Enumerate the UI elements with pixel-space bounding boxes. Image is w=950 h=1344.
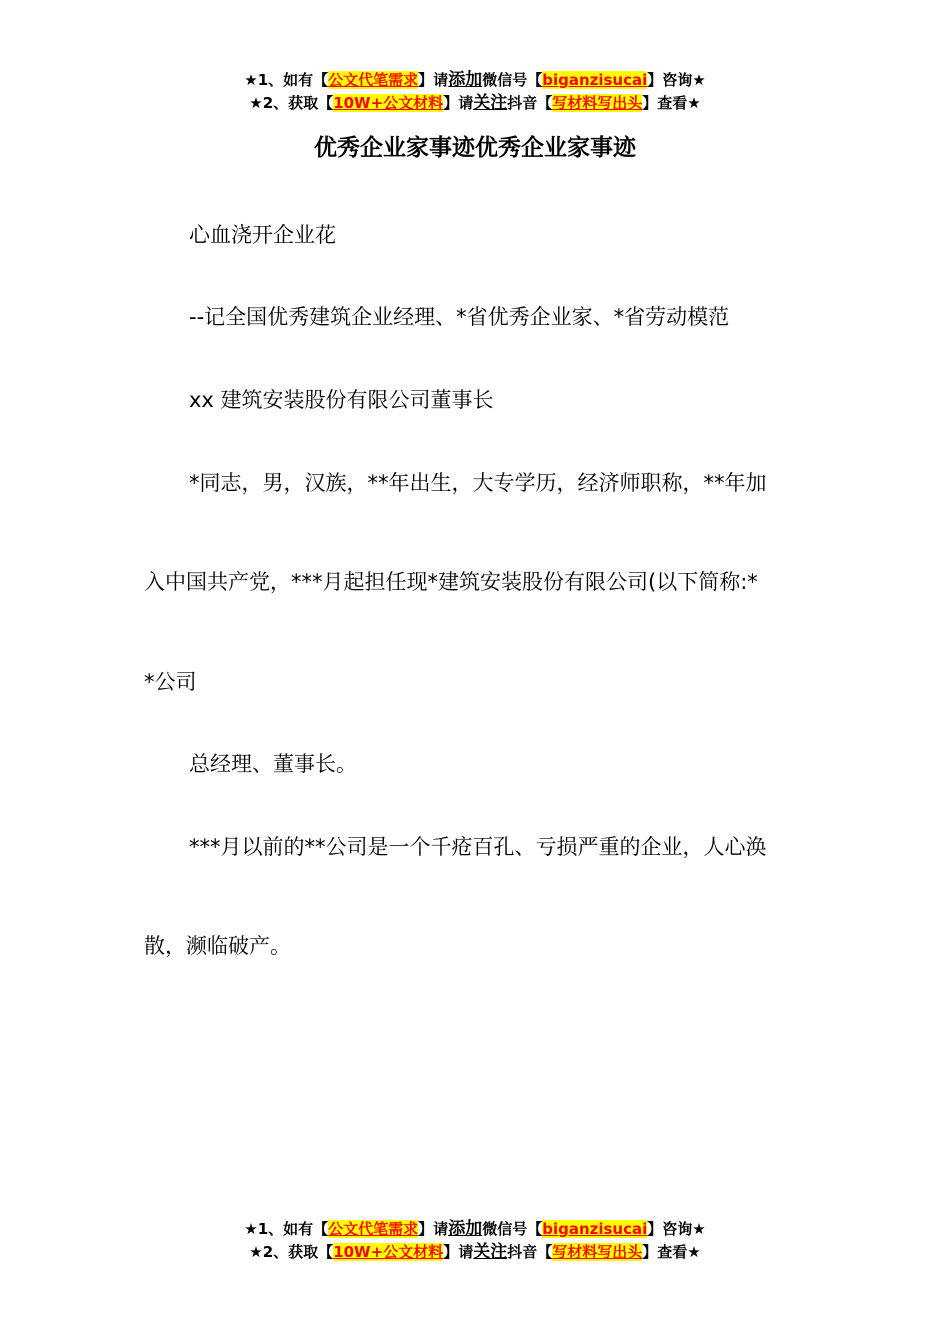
promo-text: ★2、获取【 (249, 94, 334, 112)
promo-text: 】请 (418, 71, 449, 89)
header-promo (0, 69, 950, 115)
promo-text: 】咨询★ (647, 1220, 706, 1238)
paragraph: 散，濒临破产。 (144, 934, 291, 958)
promo-highlight: 10W+公文材料 (333, 1243, 444, 1261)
promo-text: 】请 (443, 94, 474, 112)
promo-underlined: 添加 (448, 70, 483, 90)
promo-highlight: 公文代笔需求 (328, 1220, 419, 1238)
paragraph: 总经理、董事长。 (189, 752, 357, 776)
footer-promo (0, 1218, 950, 1264)
promo-wechat-id: biganzisucai (542, 1220, 648, 1238)
paragraph: *同志，男，汉族，**年出生，大专学历，经济师职称，**年加 (189, 471, 767, 495)
promo-text: 微信号【 (482, 71, 543, 89)
promo-text: 】咨询★ (647, 71, 706, 89)
promo-line-1 (0, 69, 950, 92)
paragraph: --记全国优秀建筑企业经理、*省优秀企业家、*省劳动模范 (189, 305, 730, 329)
paragraph: ***月以前的**公司是一个千疮百孔、亏损严重的企业，人心涣 (189, 835, 767, 859)
promo-underlined: 关注 (473, 93, 508, 113)
promo-douyin-id: 写材料写出头 (552, 1243, 643, 1261)
promo-line-2 (0, 1241, 950, 1264)
promo-wechat-id: biganzisucai (542, 71, 648, 89)
promo-text: 微信号【 (482, 1220, 543, 1238)
promo-underlined: 关注 (473, 1242, 508, 1262)
paragraph: 心血浇开企业花 (189, 223, 336, 247)
promo-text: 】查看★ (642, 1243, 701, 1261)
promo-text: 抖音【 (507, 1243, 553, 1261)
promo-text: 】查看★ (642, 94, 701, 112)
promo-line-1 (0, 1218, 950, 1241)
promo-text: ★1、如有【 (244, 1220, 329, 1238)
promo-highlight: 公文代笔需求 (328, 71, 419, 89)
promo-text: ★1、如有【 (244, 71, 329, 89)
promo-text: 】请 (443, 1243, 474, 1261)
paragraph: 入中国共产党，***月起担任现*建筑安装股份有限公司(以下简称:* (144, 570, 758, 594)
promo-douyin-id: 写材料写出头 (552, 94, 643, 112)
promo-text: ★2、获取【 (249, 1243, 334, 1261)
promo-text: 抖音【 (507, 94, 553, 112)
paragraph: *公司 (144, 670, 197, 694)
promo-line-2 (0, 92, 950, 115)
promo-text: 】请 (418, 1220, 449, 1238)
promo-underlined: 添加 (448, 1219, 483, 1239)
paragraph: xx 建筑安装股份有限公司董事长 (189, 388, 494, 412)
promo-highlight: 10W+公文材料 (333, 94, 444, 112)
document-title: 优秀企业家事迹优秀企业家事迹 (314, 135, 636, 161)
